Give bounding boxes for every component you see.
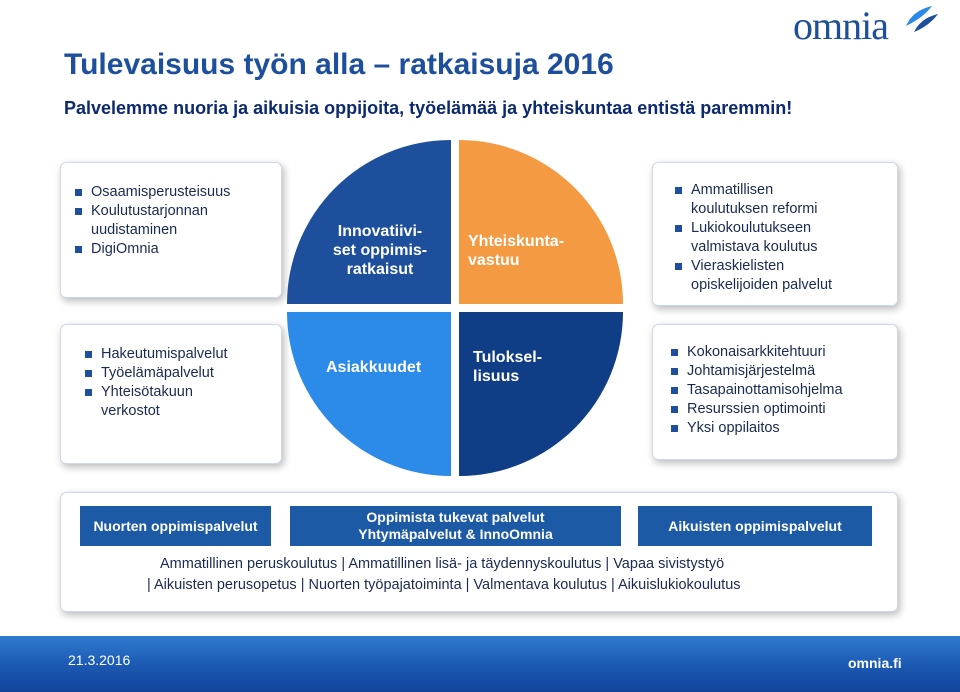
list-item: Hakeutumispalvelut bbox=[83, 345, 281, 364]
quadrant-bottom-left bbox=[287, 312, 451, 476]
list-item: Vieraskielisten opiskelijoiden palvelut bbox=[673, 257, 871, 295]
quadrant-top-right bbox=[459, 140, 623, 304]
list-item: Yhteisötakuun verkostot bbox=[83, 383, 221, 421]
offerings-line-2: | Aikuisten perusopetus | Nuorten työpajatoiminta | Valmentava koulutus | Aikuislukiokoulutus bbox=[147, 577, 741, 593]
page-subtitle: Palvelemme nuoria ja aikuisia oppijoita, työelämää ja yhteiskuntaa entistä paremmin! bbox=[64, 98, 793, 118]
list-item: Koulutustarjonnan uudistaminen bbox=[73, 202, 241, 240]
list-item: Ammatillisen koulutuksen reformi bbox=[673, 181, 841, 219]
list-item: Tasapainottamisohjelma bbox=[669, 381, 897, 400]
list-item: Lukiokoulutukseen valmistava koulutus bbox=[673, 219, 851, 257]
quadrant-label-social-responsibility: Yhteiskunta- vastuu bbox=[468, 233, 565, 269]
quadrant-diagram bbox=[285, 138, 625, 478]
footer-site: omnia.fi bbox=[848, 655, 902, 671]
list-item: Kokonaisarkkitehtuuri bbox=[669, 343, 897, 362]
page-title: Tulevaisuus työn alla – ratkaisuja 2016 bbox=[64, 48, 614, 81]
list-top-right bbox=[673, 181, 873, 295]
footer-date: 21.3.2016 bbox=[68, 652, 131, 668]
list-item: Resurssien optimointi bbox=[669, 400, 897, 419]
list-item: Yksi oppilaitos bbox=[669, 419, 897, 438]
logo-leaf-icon bbox=[900, 2, 940, 34]
quadrant-label-customers: Asiakkuudet bbox=[326, 359, 422, 376]
omnia-logo: omnia bbox=[793, 3, 888, 48]
list-top-left bbox=[73, 183, 281, 259]
service-header-youth: Nuorten oppimispalvelut bbox=[80, 506, 271, 546]
list-item: Työelämäpalvelut bbox=[83, 364, 281, 383]
box-bottom-right bbox=[652, 324, 898, 460]
list-item: Johtamisjärjestelmä bbox=[669, 362, 897, 381]
quadrant-label-results: Tuloksel- lisuus bbox=[473, 349, 543, 385]
list-item: Osaamisperusteisuus bbox=[73, 183, 281, 202]
service-header-adults: Aikuisten oppimispalvelut bbox=[638, 506, 872, 546]
box-top-right bbox=[652, 162, 898, 306]
list-item: DigiOmnia bbox=[73, 240, 281, 259]
footer-bar bbox=[0, 636, 960, 692]
list-bottom-left bbox=[83, 345, 281, 421]
quadrant-label-innovative: Innovatiivi- set oppimis- ratkaisut bbox=[332, 223, 428, 278]
quadrant-bottom-right bbox=[459, 312, 623, 476]
service-header-support: Oppimista tukevat palvelut Yhtymäpalvelut & InnoOmnia bbox=[290, 506, 621, 546]
offerings-line-1: Ammatillinen peruskoulutus | Ammatillinen lisä- ja täydennyskoulutus | Vapaa sivistystyö bbox=[160, 556, 725, 572]
box-top-left bbox=[60, 162, 282, 298]
box-bottom-left bbox=[60, 324, 282, 464]
list-bottom-right bbox=[669, 343, 897, 438]
